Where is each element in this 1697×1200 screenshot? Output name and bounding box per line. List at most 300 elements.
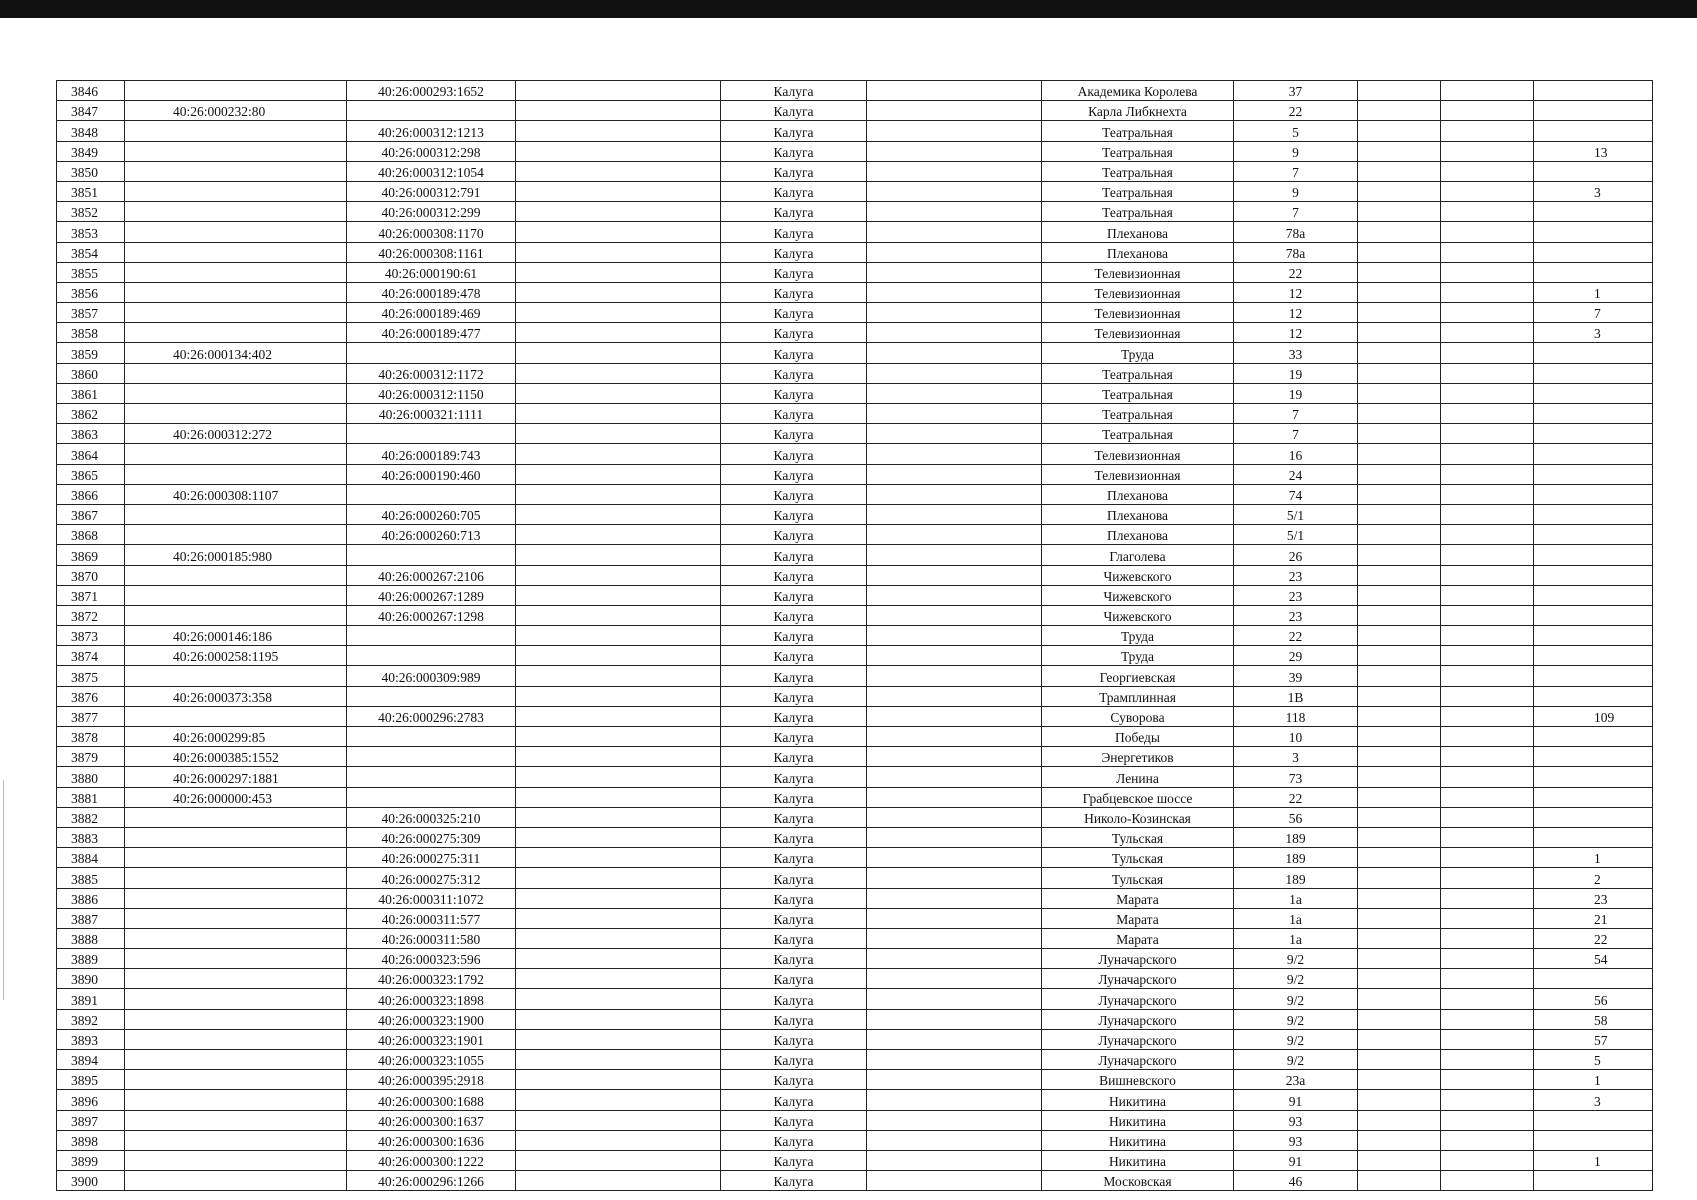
record-number-cell: 3846 — [57, 81, 125, 101]
record-number-cell: 3849 — [57, 141, 125, 161]
blank-col-10-cell — [1441, 1171, 1534, 1191]
street-cell: Луначарского — [1042, 989, 1234, 1009]
apartment-number-cell — [1534, 807, 1653, 827]
apartment-number-cell — [1534, 404, 1653, 424]
table-row — [57, 1150, 1653, 1170]
record-number-cell: 3862 — [57, 404, 125, 424]
building-cadastral-number-cell: 40:26:000323:1900 — [347, 1009, 516, 1029]
registry-sheet — [56, 80, 1652, 1191]
table-row — [57, 202, 1653, 222]
blank-col-6-cell — [867, 949, 1042, 969]
street-cell: Театральная — [1042, 161, 1234, 181]
blank-col-4-cell — [516, 504, 721, 524]
blank-col-4-cell — [516, 484, 721, 504]
blank-col-6-cell — [867, 868, 1042, 888]
parcel-cadastral-number-cell — [125, 303, 347, 323]
building-cadastral-number-cell: 40:26:000275:309 — [347, 827, 516, 847]
blank-col-10-cell — [1441, 242, 1534, 262]
blank-col-10-cell — [1441, 262, 1534, 282]
building-cadastral-number-cell: 40:26:000323:1055 — [347, 1050, 516, 1070]
table-row — [57, 605, 1653, 625]
table-row — [57, 969, 1653, 989]
blank-col-6-cell — [867, 303, 1042, 323]
record-number-cell: 3866 — [57, 484, 125, 504]
blank-col-10-cell — [1441, 383, 1534, 403]
record-number-cell: 3848 — [57, 121, 125, 141]
blank-col-10-cell — [1441, 827, 1534, 847]
building-cadastral-number-cell — [347, 626, 516, 646]
parcel-cadastral-number-cell — [125, 363, 347, 383]
blank-col-10-cell — [1441, 949, 1534, 969]
apartment-number-cell: 13 — [1534, 141, 1653, 161]
blank-col-6-cell — [867, 262, 1042, 282]
building-cadastral-number-cell — [347, 727, 516, 747]
city-cell: Калуга — [721, 222, 867, 242]
blank-col-6-cell — [867, 747, 1042, 767]
building-cadastral-number-cell: 40:26:000267:2106 — [347, 565, 516, 585]
parcel-cadastral-number-cell — [125, 1171, 347, 1191]
parcel-cadastral-number-cell — [125, 262, 347, 282]
blank-col-6-cell — [867, 585, 1042, 605]
house-number-cell: 23а — [1234, 1070, 1358, 1090]
blank-col-4-cell — [516, 363, 721, 383]
blank-col-4-cell — [516, 686, 721, 706]
street-cell: Театральная — [1042, 121, 1234, 141]
building-cadastral-number-cell: 40:26:000293:1652 — [347, 81, 516, 101]
table-row — [57, 81, 1653, 101]
city-cell: Калуга — [721, 807, 867, 827]
apartment-number-cell — [1534, 686, 1653, 706]
street-cell: Георгиевская — [1042, 666, 1234, 686]
house-number-cell: 93 — [1234, 1110, 1358, 1130]
blank-col-6-cell — [867, 242, 1042, 262]
city-cell: Калуга — [721, 242, 867, 262]
city-cell: Калуга — [721, 323, 867, 343]
parcel-cadastral-number-cell: 40:26:000232:80 — [125, 101, 347, 121]
blank-col-4-cell — [516, 1171, 721, 1191]
apartment-number-cell: 2 — [1534, 868, 1653, 888]
building-cadastral-number-cell: 40:26:000190:460 — [347, 464, 516, 484]
blank-col-4-cell — [516, 222, 721, 242]
street-cell: Луначарского — [1042, 969, 1234, 989]
parcel-cadastral-number-cell — [125, 585, 347, 605]
table-row — [57, 706, 1653, 726]
blank-col-9-cell — [1358, 343, 1441, 363]
parcel-cadastral-number-cell — [125, 141, 347, 161]
blank-col-10-cell — [1441, 504, 1534, 524]
blank-col-10-cell — [1441, 767, 1534, 787]
street-cell: Чижевского — [1042, 605, 1234, 625]
blank-col-4-cell — [516, 1009, 721, 1029]
street-cell: Николо-Козинская — [1042, 807, 1234, 827]
apartment-number-cell — [1534, 222, 1653, 242]
house-number-cell: 1а — [1234, 928, 1358, 948]
street-cell: Карла Либкнехта — [1042, 101, 1234, 121]
blank-col-6-cell — [867, 101, 1042, 121]
parcel-cadastral-number-cell — [125, 969, 347, 989]
blank-col-10-cell — [1441, 868, 1534, 888]
blank-col-10-cell — [1441, 222, 1534, 242]
city-cell: Калуга — [721, 1070, 867, 1090]
blank-col-10-cell — [1441, 343, 1534, 363]
table-row — [57, 242, 1653, 262]
blank-col-4-cell — [516, 989, 721, 1009]
house-number-cell: 9 — [1234, 141, 1358, 161]
building-cadastral-number-cell: 40:26:000189:478 — [347, 282, 516, 302]
street-cell: Ленина — [1042, 767, 1234, 787]
blank-col-10-cell — [1441, 969, 1534, 989]
house-number-cell: 10 — [1234, 727, 1358, 747]
blank-col-4-cell — [516, 908, 721, 928]
apartment-number-cell: 22 — [1534, 928, 1653, 948]
blank-col-6-cell — [867, 706, 1042, 726]
parcel-cadastral-number-cell — [125, 404, 347, 424]
blank-col-4-cell — [516, 81, 721, 101]
blank-col-4-cell — [516, 1130, 721, 1150]
parcel-cadastral-number-cell — [125, 848, 347, 868]
blank-col-9-cell — [1358, 827, 1441, 847]
building-cadastral-number-cell: 40:26:000323:1898 — [347, 989, 516, 1009]
table-row — [57, 424, 1653, 444]
city-cell: Калуга — [721, 928, 867, 948]
house-number-cell: 189 — [1234, 827, 1358, 847]
blank-col-9-cell — [1358, 969, 1441, 989]
parcel-cadastral-number-cell — [125, 949, 347, 969]
blank-col-6-cell — [867, 1110, 1042, 1130]
parcel-cadastral-number-cell: 40:26:000000:453 — [125, 787, 347, 807]
blank-col-4-cell — [516, 727, 721, 747]
record-number-cell: 3893 — [57, 1029, 125, 1049]
parcel-cadastral-number-cell — [125, 121, 347, 141]
blank-col-4-cell — [516, 181, 721, 201]
record-number-cell: 3889 — [57, 949, 125, 969]
blank-col-4-cell — [516, 525, 721, 545]
record-number-cell: 3872 — [57, 605, 125, 625]
house-number-cell: 33 — [1234, 343, 1358, 363]
house-number-cell: 26 — [1234, 545, 1358, 565]
blank-col-4-cell — [516, 404, 721, 424]
blank-col-4-cell — [516, 888, 721, 908]
city-cell: Калуга — [721, 1029, 867, 1049]
city-cell: Калуга — [721, 484, 867, 504]
building-cadastral-number-cell — [347, 787, 516, 807]
blank-col-9-cell — [1358, 888, 1441, 908]
blank-col-6-cell — [867, 383, 1042, 403]
blank-col-9-cell — [1358, 202, 1441, 222]
blank-col-4-cell — [516, 1090, 721, 1110]
blank-col-9-cell — [1358, 404, 1441, 424]
city-cell: Калуга — [721, 1050, 867, 1070]
blank-col-4-cell — [516, 101, 721, 121]
city-cell: Калуга — [721, 1150, 867, 1170]
blank-col-9-cell — [1358, 868, 1441, 888]
parcel-cadastral-number-cell — [125, 181, 347, 201]
house-number-cell: 9/2 — [1234, 1009, 1358, 1029]
city-cell: Калуга — [721, 383, 867, 403]
blank-col-4-cell — [516, 868, 721, 888]
building-cadastral-number-cell — [347, 101, 516, 121]
house-number-cell: 91 — [1234, 1090, 1358, 1110]
apartment-number-cell — [1534, 605, 1653, 625]
blank-col-6-cell — [867, 1070, 1042, 1090]
apartment-number-cell — [1534, 81, 1653, 101]
apartment-number-cell — [1534, 1171, 1653, 1191]
blank-col-9-cell — [1358, 1150, 1441, 1170]
blank-col-6-cell — [867, 928, 1042, 948]
table-row — [57, 545, 1653, 565]
table-row — [57, 1029, 1653, 1049]
blank-col-9-cell — [1358, 282, 1441, 302]
parcel-cadastral-number-cell: 40:26:000299:85 — [125, 727, 347, 747]
table-row — [57, 949, 1653, 969]
blank-col-4-cell — [516, 1029, 721, 1049]
street-cell: Театральная — [1042, 424, 1234, 444]
record-number-cell: 3881 — [57, 787, 125, 807]
blank-col-9-cell — [1358, 989, 1441, 1009]
house-number-cell: 118 — [1234, 706, 1358, 726]
apartment-number-cell — [1534, 727, 1653, 747]
blank-col-10-cell — [1441, 848, 1534, 868]
record-number-cell: 3877 — [57, 706, 125, 726]
blank-col-10-cell — [1441, 303, 1534, 323]
parcel-cadastral-number-cell — [125, 1110, 347, 1130]
city-cell: Калуга — [721, 1110, 867, 1130]
house-number-cell: 9/2 — [1234, 1050, 1358, 1070]
blank-col-6-cell — [867, 141, 1042, 161]
parcel-cadastral-number-cell — [125, 989, 347, 1009]
parcel-cadastral-number-cell — [125, 1150, 347, 1170]
table-row — [57, 181, 1653, 201]
blank-col-10-cell — [1441, 181, 1534, 201]
record-number-cell: 3851 — [57, 181, 125, 201]
street-cell: Энергетиков — [1042, 747, 1234, 767]
table-row — [57, 827, 1653, 847]
building-cadastral-number-cell: 40:26:000300:1637 — [347, 1110, 516, 1130]
building-cadastral-number-cell: 40:26:000321:1111 — [347, 404, 516, 424]
house-number-cell: 189 — [1234, 848, 1358, 868]
record-number-cell: 3854 — [57, 242, 125, 262]
street-cell: Театральная — [1042, 181, 1234, 201]
record-number-cell: 3847 — [57, 101, 125, 121]
city-cell: Калуга — [721, 565, 867, 585]
blank-col-9-cell — [1358, 504, 1441, 524]
street-cell: Марата — [1042, 888, 1234, 908]
blank-col-4-cell — [516, 121, 721, 141]
building-cadastral-number-cell: 40:26:000189:477 — [347, 323, 516, 343]
apartment-number-cell — [1534, 464, 1653, 484]
blank-col-4-cell — [516, 444, 721, 464]
record-number-cell: 3900 — [57, 1171, 125, 1191]
record-number-cell: 3861 — [57, 383, 125, 403]
blank-col-6-cell — [867, 404, 1042, 424]
street-cell: Чижевского — [1042, 585, 1234, 605]
blank-col-6-cell — [867, 989, 1042, 1009]
blank-col-6-cell — [867, 525, 1042, 545]
parcel-cadastral-number-cell — [125, 81, 347, 101]
house-number-cell: 1а — [1234, 888, 1358, 908]
building-cadastral-number-cell — [347, 343, 516, 363]
blank-col-10-cell — [1441, 141, 1534, 161]
street-cell: Московская — [1042, 1171, 1234, 1191]
parcel-cadastral-number-cell: 40:26:000312:272 — [125, 424, 347, 444]
house-number-cell: 12 — [1234, 323, 1358, 343]
blank-col-9-cell — [1358, 484, 1441, 504]
building-cadastral-number-cell: 40:26:000312:791 — [347, 181, 516, 201]
street-cell: Телевизионная — [1042, 444, 1234, 464]
blank-col-9-cell — [1358, 1110, 1441, 1130]
street-cell: Никитина — [1042, 1130, 1234, 1150]
table-row — [57, 585, 1653, 605]
city-cell: Калуга — [721, 81, 867, 101]
street-cell: Тульская — [1042, 827, 1234, 847]
table-row — [57, 646, 1653, 666]
city-cell: Калуга — [721, 464, 867, 484]
blank-col-4-cell — [516, 747, 721, 767]
blank-col-10-cell — [1441, 1050, 1534, 1070]
parcel-cadastral-number-cell — [125, 161, 347, 181]
blank-col-4-cell — [516, 383, 721, 403]
building-cadastral-number-cell: 40:26:000300:1636 — [347, 1130, 516, 1150]
blank-col-4-cell — [516, 1070, 721, 1090]
record-number-cell: 3850 — [57, 161, 125, 181]
record-number-cell: 3886 — [57, 888, 125, 908]
blank-col-4-cell — [516, 303, 721, 323]
street-cell: Марата — [1042, 908, 1234, 928]
city-cell: Калуга — [721, 525, 867, 545]
city-cell: Калуга — [721, 686, 867, 706]
blank-col-9-cell — [1358, 767, 1441, 787]
building-cadastral-number-cell: 40:26:000275:311 — [347, 848, 516, 868]
street-cell: Вишневского — [1042, 1070, 1234, 1090]
apartment-number-cell: 23 — [1534, 888, 1653, 908]
table-row — [57, 686, 1653, 706]
table-row — [57, 1110, 1653, 1130]
table-row — [57, 161, 1653, 181]
parcel-cadastral-number-cell — [125, 908, 347, 928]
blank-col-9-cell — [1358, 626, 1441, 646]
blank-col-9-cell — [1358, 928, 1441, 948]
parcel-cadastral-number-cell: 40:26:000385:1552 — [125, 747, 347, 767]
record-number-cell: 3852 — [57, 202, 125, 222]
street-cell: Трамплинная — [1042, 686, 1234, 706]
blank-col-4-cell — [516, 282, 721, 302]
record-number-cell: 3884 — [57, 848, 125, 868]
parcel-cadastral-number-cell — [125, 706, 347, 726]
blank-col-4-cell — [516, 1050, 721, 1070]
house-number-cell: 23 — [1234, 565, 1358, 585]
blank-col-10-cell — [1441, 484, 1534, 504]
blank-col-9-cell — [1358, 1130, 1441, 1150]
apartment-number-cell — [1534, 747, 1653, 767]
table-row — [57, 1130, 1653, 1150]
building-cadastral-number-cell: 40:26:000296:1266 — [347, 1171, 516, 1191]
blank-col-4-cell — [516, 323, 721, 343]
apartment-number-cell — [1534, 767, 1653, 787]
blank-col-9-cell — [1358, 101, 1441, 121]
city-cell: Калуга — [721, 908, 867, 928]
apartment-number-cell: 1 — [1534, 282, 1653, 302]
blank-col-4-cell — [516, 827, 721, 847]
table-row — [57, 101, 1653, 121]
house-number-cell: 24 — [1234, 464, 1358, 484]
blank-col-9-cell — [1358, 1050, 1441, 1070]
blank-col-6-cell — [867, 545, 1042, 565]
street-cell: Академика Королева — [1042, 81, 1234, 101]
blank-col-10-cell — [1441, 706, 1534, 726]
blank-col-9-cell — [1358, 1090, 1441, 1110]
blank-col-10-cell — [1441, 282, 1534, 302]
street-cell: Театральная — [1042, 363, 1234, 383]
street-cell: Чижевского — [1042, 565, 1234, 585]
building-cadastral-number-cell: 40:26:000395:2918 — [347, 1070, 516, 1090]
blank-col-6-cell — [867, 202, 1042, 222]
house-number-cell: 9/2 — [1234, 989, 1358, 1009]
apartment-number-cell: 3 — [1534, 181, 1653, 201]
apartment-number-cell — [1534, 646, 1653, 666]
city-cell: Калуга — [721, 706, 867, 726]
record-number-cell: 3891 — [57, 989, 125, 1009]
building-cadastral-number-cell: 40:26:000267:1289 — [347, 585, 516, 605]
blank-col-10-cell — [1441, 81, 1534, 101]
blank-col-9-cell — [1358, 747, 1441, 767]
blank-col-6-cell — [867, 1130, 1042, 1150]
building-cadastral-number-cell: 40:26:000312:1054 — [347, 161, 516, 181]
table-row — [57, 767, 1653, 787]
parcel-cadastral-number-cell: 40:26:000185:980 — [125, 545, 347, 565]
apartment-number-cell: 1 — [1534, 1150, 1653, 1170]
apartment-number-cell: 109 — [1534, 706, 1653, 726]
apartment-number-cell: 3 — [1534, 1090, 1653, 1110]
house-number-cell: 78а — [1234, 222, 1358, 242]
blank-col-10-cell — [1441, 666, 1534, 686]
house-number-cell: 5 — [1234, 121, 1358, 141]
house-number-cell: 74 — [1234, 484, 1358, 504]
parcel-cadastral-number-cell — [125, 827, 347, 847]
building-cadastral-number-cell — [347, 646, 516, 666]
street-cell: Победы — [1042, 727, 1234, 747]
blank-col-10-cell — [1441, 1130, 1534, 1150]
blank-col-10-cell — [1441, 1070, 1534, 1090]
apartment-number-cell: 57 — [1534, 1029, 1653, 1049]
apartment-number-cell — [1534, 545, 1653, 565]
blank-col-6-cell — [867, 626, 1042, 646]
table-row — [57, 525, 1653, 545]
blank-col-4-cell — [516, 928, 721, 948]
street-cell: Никитина — [1042, 1090, 1234, 1110]
house-number-cell: 3 — [1234, 747, 1358, 767]
street-cell: Никитина — [1042, 1110, 1234, 1130]
blank-col-6-cell — [867, 1050, 1042, 1070]
blank-col-6-cell — [867, 363, 1042, 383]
apartment-number-cell — [1534, 969, 1653, 989]
building-cadastral-number-cell: 40:26:000311:1072 — [347, 888, 516, 908]
city-cell: Калуга — [721, 767, 867, 787]
blank-col-10-cell — [1441, 605, 1534, 625]
building-cadastral-number-cell: 40:26:000323:1901 — [347, 1029, 516, 1049]
apartment-number-cell: 21 — [1534, 908, 1653, 928]
parcel-cadastral-number-cell — [125, 1050, 347, 1070]
blank-col-4-cell — [516, 666, 721, 686]
house-number-cell: 12 — [1234, 303, 1358, 323]
house-number-cell: 19 — [1234, 383, 1358, 403]
city-cell: Калуга — [721, 343, 867, 363]
table-row — [57, 1050, 1653, 1070]
building-cadastral-number-cell: 40:26:000323:1792 — [347, 969, 516, 989]
street-cell: Театральная — [1042, 202, 1234, 222]
table-row — [57, 303, 1653, 323]
city-cell: Калуга — [721, 545, 867, 565]
city-cell: Калуга — [721, 747, 867, 767]
